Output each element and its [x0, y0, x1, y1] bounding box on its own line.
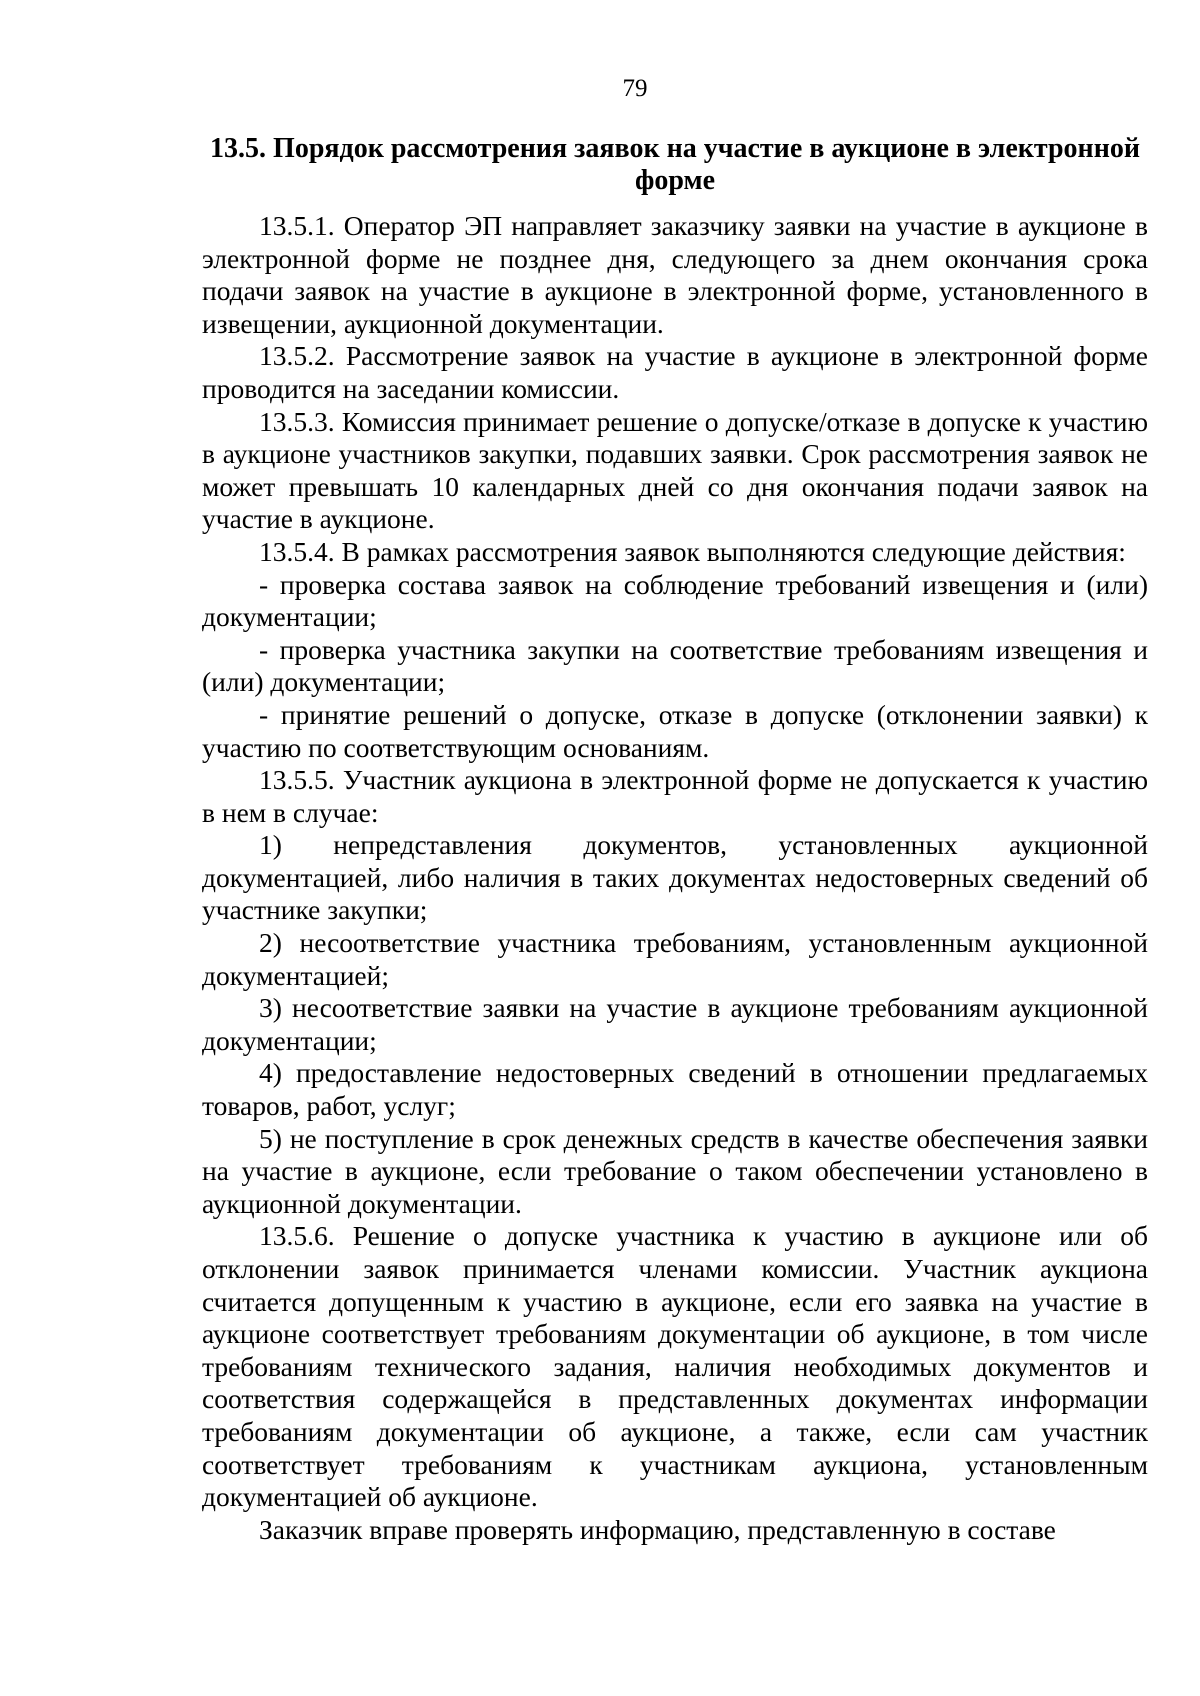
- paragraph-13-5-3: 13.5.3. Комиссия принимает решение о допуске/отказе в допуске к участию в аукционе участников закупки, подавших заявки. Срок рассмотрения заявок не может превышать 10 календарных дней со дня окончания подачи заявок на участие в аукционе.: [202, 405, 1148, 535]
- page-number: 79: [622, 75, 648, 102]
- list-item-3: 3) несоответствие заявки на участие в аукционе требованиям аукционной документации;: [202, 992, 1148, 1056]
- list-item-1: 1) непредставления документов, установленных аукционной документацией, либо наличия в таких документах недостоверных сведений об участнике закупки;: [202, 829, 1148, 926]
- paragraph-13-5-6: 13.5.6. Решение о допуске участника к участию в аукционе или об отклонении заявок принимается членами комиссии. Участник аукциона считается допущенным к участию в аукционе, если его заявка на участие в аукционе соответствует требованиям документации об аукционе, в том числе требованиям технического задания, наличия необходимых документов и соответствия содержащейся в представленных документах информации требованиям документации об аукционе, а также, если сам участник соответствует требованиям к участникам аукциона, установленным документацией об аукционе.: [202, 1220, 1148, 1513]
- list-item-5: 5) не поступление в срок денежных средств в качестве обеспечения заявки на участие в аукционе, если требование о таком обеспечении установлено в аукционной документации.: [202, 1122, 1148, 1219]
- paragraph-13-5-4: 13.5.4. В рамках рассмотрения заявок выполняются следующие действия:: [259, 535, 1126, 567]
- document-body: [202, 210, 1148, 1546]
- list-item-check-participant: - проверка участника закупки на соответствие требованиям извещения и (или) документации;: [202, 633, 1148, 698]
- section-heading: 13.5. Порядок рассмотрения заявок на участие в аукционе в электронной форме: [210, 133, 1140, 196]
- paragraph-13-5-1: 13.5.1. Оператор ЭП направляет заказчику заявки на участие в аукционе в электронной форме не позднее дня, следующего за днем окончания срока подачи заявок на участие в аукционе в электронной форме, установленного в извещении, аукционной документации.: [202, 210, 1148, 339]
- list-item-2: 2) несоответствие участника требованиям, установленным аукционной документацией;: [202, 927, 1148, 991]
- list-item-admission-decision: - принятие решений о допуске, отказе в допуске (отклонении заявки) к участию по соответствующим основаниям.: [202, 698, 1148, 763]
- paragraph-13-5-2: 13.5.2. Рассмотрение заявок на участие в аукционе в электронной форме проводится на заседании комиссии.: [202, 340, 1148, 404]
- paragraph-customer-verification: Заказчик вправе проверять информацию, представленную в составе: [259, 1513, 1056, 1545]
- paragraph-13-5-5: 13.5.5. Участник аукциона в электронной форме не допускается к участию в нем в случае:: [202, 764, 1148, 828]
- list-item-4: 4) предоставление недостоверных сведений в отношении предлагаемых товаров, работ, услуг;: [202, 1057, 1148, 1122]
- list-item-check-applications: - проверка состава заявок на соблюдение требований извещения и (или) документации;: [202, 568, 1148, 633]
